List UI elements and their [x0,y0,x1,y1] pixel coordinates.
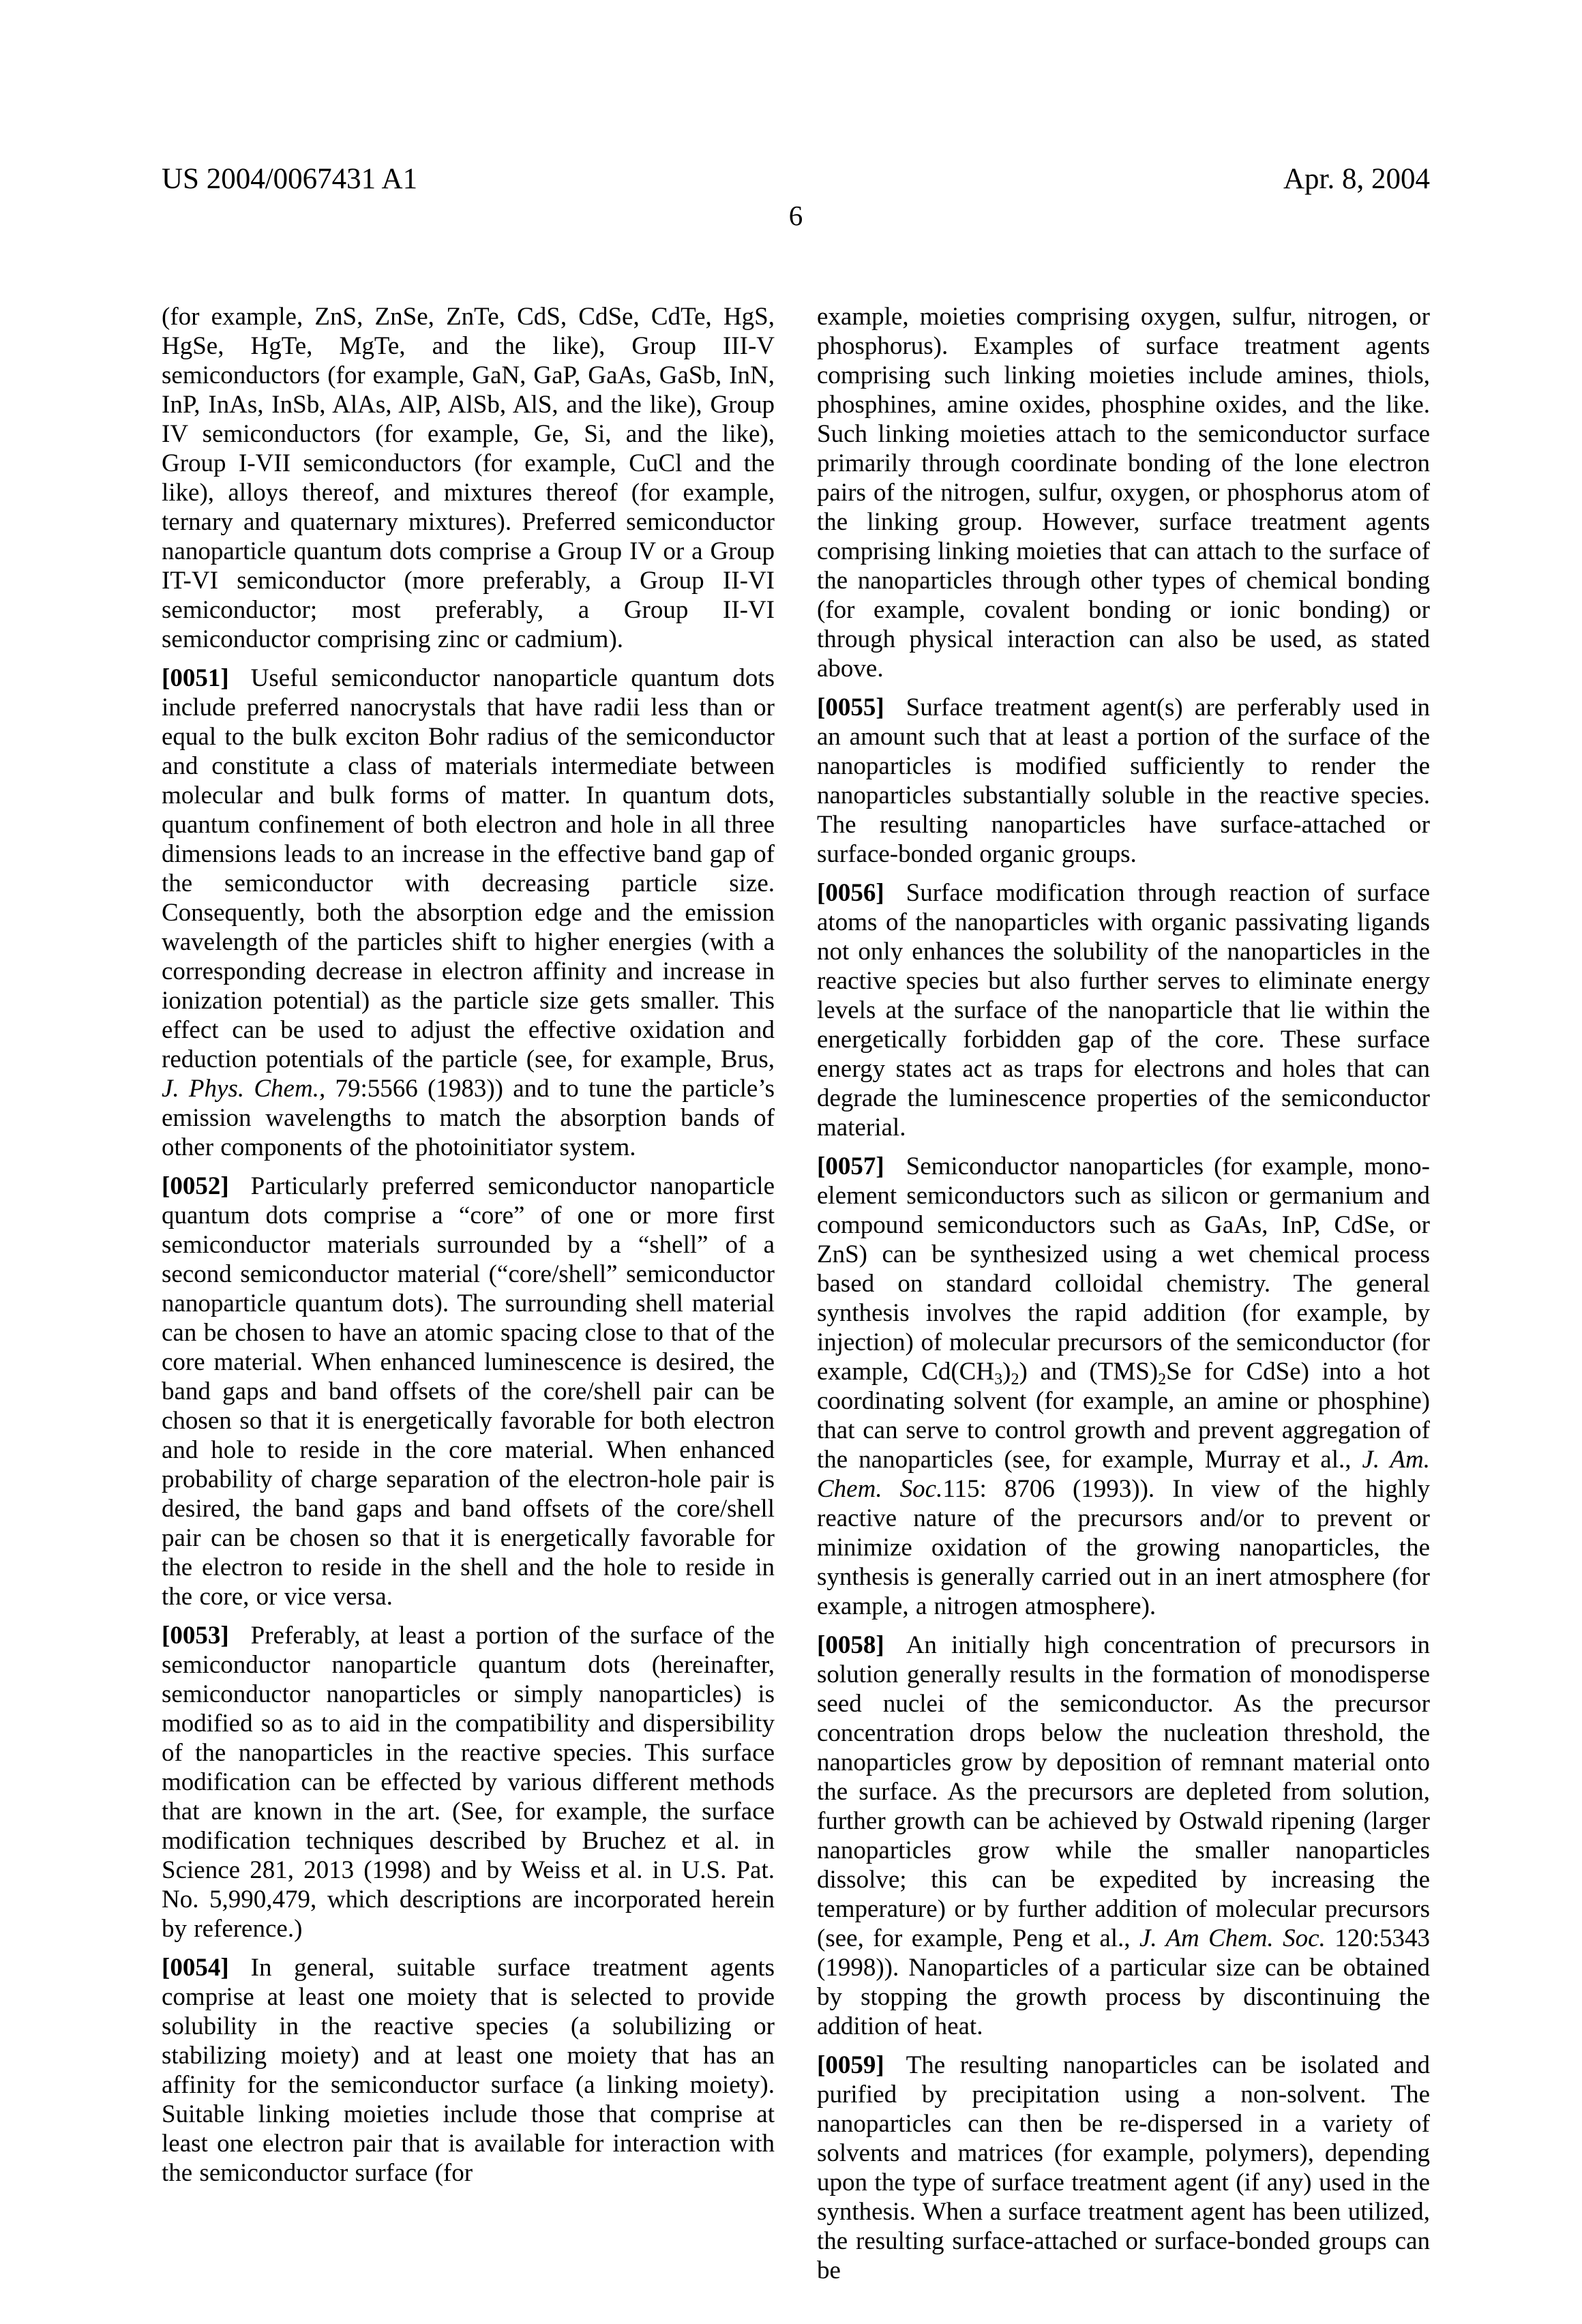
paragraph [817,878,1430,1142]
body-text-segment: Semiconductor nanoparticles (for example, mono-element semiconductors such as silicon or germanium and compound semiconductors such as GaAs, InP, CdSe, or ZnS) can be synthesized using a wet chemical process based on standard colloidal chemistry. The general synthesis involves the rapid addition (for example, by injection) of molecular precursors of the semiconductor (for example, Cd(CH [817,1152,1430,1386]
body-text-segment: Surface treatment agent(s) are perferably used in an amount such that at least a portion of the surface of the nanoparticles is modified sufficiently to render the nanoparticles substantially soluble in the reactive species. The resulting nanoparticles have surface-attached or surface-bonded organic groups. [817,694,1430,868]
paragraph [817,1630,1430,2041]
subscript-text: 2 [1011,1371,1019,1389]
body-text-segment: In general, suitable surface treatment agents comprise at least one moiety that is selected to provide solubility in the reactive species (a solubilizing or stabilizing moiety) and at least one moiety that has an affinity for the semiconductor surface (a linking moiety). Suitable linking moieties include those that comprise at least one electron pair that is available for interaction with the semiconductor surface (for [162,1954,775,2187]
paragraph-number: [0056] [817,879,884,907]
body-text-segment: example, moieties comprising oxygen, sulfur, nitrogen, or phosphorus). Examples of surface treatment agents comprising such linking moieties include amines, thiols, phosphines, amine oxides, phosphine oxides, and the like. Such linking moieties attach to the semiconductor surface primarily through coordinate bonding of the lone electron pairs of the nitrogen, sulfur, oxygen, or phosphorus atom of the linking group. However, surface treatment agents comprising linking moieties that can attach to the surface of the nanoparticles through other types of chemical bonding (for example, covalent bonding or ionic bonding) or through physical interaction can also be used, as stated above. [817,303,1430,683]
paragraph-number: [0054] [162,1954,229,1982]
body-text-segment: Useful semiconductor nanoparticle quantum dots include preferred nanocrystals that have radii less than or equal to the bulk exciton Bohr radius of the semiconductor and constitute a class of materials intermediate between molecular and bulk forms of matter. In quantum dots, quantum confinement of both electron and hole in all three dimensions leads to an increase in the effective band gap of the semiconductor with decreasing particle size. Consequently, both the absorption edge and the emission wavelength of the particles shift to higher energies (with a corresponding decrease in electron affinity and increase in ionization potential) as the particle size gets smaller. This effect can be used to adjust the effective oxidation and reduction potentials of the particle (see, for example, Brus, [162,664,775,1073]
paragraph-number: [0053] [162,1622,229,1650]
paragraph [817,693,1430,869]
paragraph-number: [0052] [162,1172,229,1200]
body-text-segment: 115: 8706 (1993)). In view of the highly reactive nature of the precursors and/or to prevent or minimize oxidation of the growing nanoparticles, the synthesis is generally carried out in an inert atmosphere (for example, a nitrogen atmosphere). [817,1475,1430,1620]
citation-text: J. Am Chem. Soc. [1139,1924,1326,1952]
paragraph [817,2051,1430,2285]
body-text-segment: 79:5566 (1983)) and to tune the particle’s emission wavelengths to match the absorption bands of other components of the photoinitiator system. [162,1075,775,1161]
paragraph [162,1953,775,2188]
body-text-segment: Preferably, at least a portion of the surface of the semiconductor nanoparticle quantum dots (hereinafter, semiconductor nanoparticles or simply nanoparticles) is modified so as to aid in the compatibility and dispersibility of the nanoparticles in the reactive species. This surface modification can be effected by various different methods that are known in the art. (See, for example, the surface modification techniques described by Bruchez et al. in Science 281, 2013 (1998) and by Weiss et al. in U.S. Pat. No. 5,990,479, which descriptions are incorporated herein by reference.) [162,1622,775,1943]
subscript-text: 2 [1158,1371,1167,1389]
paragraph [162,1172,775,1611]
paragraph [162,664,775,1162]
paragraph [817,1152,1430,1621]
body-text-segment: The resulting nanoparticles can be isolated and purified by precipitation using a non-solvent. The nanoparticles can then be re-dispersed in a variety of solvents and matrices (for example, polymers), depending upon the type of surface treatment agent (if any) used in the synthesis. When a surface treatment agent has been utilized, the resulting surface-attached or surface-bonded groups can be [817,2051,1430,2284]
body-text-segment: (for example, ZnS, ZnSe, ZnTe, CdS, CdSe, CdTe, HgS, HgSe, HgTe, MgTe, and the like), Group III-V semiconductors (for example, GaN, GaP, GaAs, GaSb, InN, InP, InAs, InSb, AlAs, AlP, AlSb, AlS, and the like), Group IV semiconductors (for example, Ge, Si, and the like), Group I-VII semiconductors (for example, CuCl and the like), alloys thereof, and mixtures thereof (for example, ternary and quaternary mixtures). Preferred semiconductor nanoparticle quantum dots comprise a Group IV or a Group IT-VI semiconductor (more preferably, a Group II-VI semiconductor; most preferably, a Group II-VI semiconductor comprising zinc or cadmium). [162,303,775,653]
paragraph-number: [0057] [817,1152,884,1180]
paragraph-number: [0055] [817,694,884,721]
body-text-segment: 120:5343 (1998)). Nanoparticles of a particular size can be obtained by stopping the growth process by discontinuing the addition of heat. [817,1924,1430,2040]
body-text [162,302,1430,2295]
page-number: 6 [788,200,803,231]
body-text-segment: ) [1002,1358,1011,1386]
body-text-segment: An initially high concentration of precursors in solution generally results in the formation of monodisperse seed nuclei of the semiconductor. As the precursor concentration drops below the nucleation threshold, the nanoparticles grow by deposition of remnant material onto the surface. As the precursors are depleted from solution, further growth can be achieved by Ostwald ripening (larger nanoparticles grow while the smaller nanoparticles dissolve; this can be expedited by increasing the temperature) or by further addition of molecular precursors (see, for example, Peng et al., [817,1631,1430,1952]
paragraph [162,302,775,654]
subscript-text: 3 [994,1371,1003,1389]
paragraph-number: [0059] [817,2051,884,2079]
body-text-segment: Surface modification through reaction of surface atoms of the nanoparticles with organic passivating ligands not only enhances the solubility of the nanoparticles in the reactive species but also further serves to eliminate energy levels at the surface of the nanoparticle that lie within the energetically forbidden gap of the core. These surface energy states act as traps for electrons and holes that can degrade the luminescence properties of the semiconductor material. [817,879,1430,1142]
patent-number: US 2004/0067431 A1 [162,163,418,195]
citation-text: J. Am. Chem. Soc. [817,1446,1430,1503]
body-text-segment: ) and (TMS) [1019,1358,1159,1386]
page-header [162,162,1430,196]
right-column [817,302,1430,2295]
paragraph [817,302,1430,683]
publication-date: Apr. 8, 2004 [1283,163,1430,195]
paragraph [162,1621,775,1943]
paragraph-number: [0051] [162,664,229,692]
left-column [162,302,775,2295]
body-text-segment: Particularly preferred semiconductor nanoparticle quantum dots comprise a “core” of one or more first semiconductor materials surrounded by a “shell” of a second semiconductor material (“core/shell” semiconductor nanoparticle quantum dots). The surrounding shell material can be chosen to have an atomic spacing close to that of the core material. When enhanced luminescence is desired, the band gaps and band offsets of the core/shell pair can be chosen so that it is energetically favorable for both electron and hole to reside in the core material. When enhanced probability of charge separation of the electron-hole pair is desired, the band gaps and band offsets of the core/shell pair can be chosen so that it is energetically favorable for the electron to reside in the shell and the hole to reside in the core, or vice versa. [162,1172,775,1611]
paragraph-number: [0058] [817,1631,884,1659]
citation-text: J. Phys. Chem., [162,1075,326,1103]
body-text-segment: Se for CdSe) into a hot coordinating solvent (for example, an amine or phosphine) that can serve to control growth and prevent aggregation of the nanoparticles (see, for example, Murray et al., [817,1358,1431,1474]
